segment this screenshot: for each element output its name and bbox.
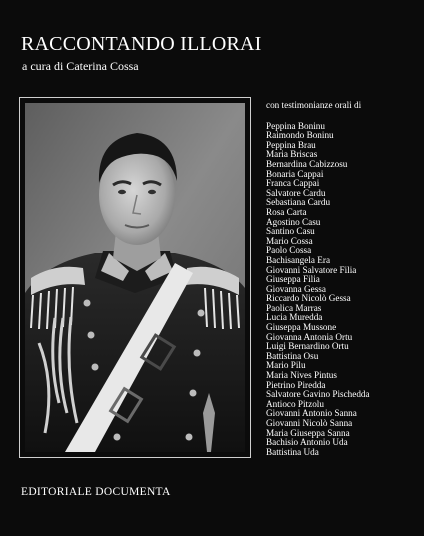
list-item: Mario Cossa (266, 235, 313, 246)
portrait-photo (25, 103, 245, 452)
list-item: Agostino Casu (266, 216, 321, 227)
list-item: Salvatore Cardu (266, 187, 326, 198)
list-item: Giovanna Gessa (266, 283, 326, 294)
testimonies-heading: con testimonianze orali di (266, 100, 362, 110)
editor-credit: a cura di Caterina Cossa (22, 59, 139, 73)
list-item: Riccardo Nicolò Gessa (266, 293, 351, 304)
list-item: Maria Giuseppa Sanna (266, 427, 350, 438)
publisher-name: EDITORIALE DOCUMENTA (21, 486, 171, 498)
list-item: Giuseppa Filia (266, 274, 320, 285)
list-item: Bonaria Cappai (266, 168, 324, 179)
list-item: Paolica Marras (266, 302, 322, 313)
list-item: Rosa Carta (266, 206, 307, 217)
list-item: Bachisio Antonio Uda (266, 437, 348, 448)
list-item: Franca Cappai (266, 178, 320, 189)
list-item: Battistina Uda (266, 446, 319, 457)
list-item: Santino Casu (266, 226, 315, 237)
list-item: Luigi Bernardino Ortu (266, 341, 349, 352)
book-title: RACCONTANDO ILLORAI (21, 33, 262, 55)
contributor-list (266, 122, 370, 458)
list-item: Giuseppa Mussone (266, 322, 337, 333)
list-item: Raimondo Boninu (266, 130, 334, 141)
list-item: Peppina Brau (266, 139, 316, 150)
list-item: Peppina Boninu (266, 120, 325, 131)
list-item: Lucia Muredda (266, 312, 323, 323)
list-item: Paolo Cossa (266, 245, 312, 256)
list-item: Bachisangela Era (266, 254, 331, 265)
list-item: Sebastiana Cardu (266, 197, 331, 208)
list-item: Giovanna Antonia Ortu (266, 331, 353, 342)
cover-photo-frame (19, 97, 251, 458)
list-item: Giovanni Salvatore Filia (266, 264, 357, 275)
list-item: Giovanni Antonio Sanna (266, 408, 357, 419)
list-item: Mario Pilu (266, 360, 306, 371)
list-item: Pietrino Piredda (266, 379, 326, 390)
list-item: Bernardina Cabizzosu (266, 158, 348, 169)
list-item: Maria Briscas (266, 149, 318, 160)
oral-testimonies-section (266, 101, 370, 457)
list-item: Battistina Osu (266, 350, 319, 361)
list-item: Giovanni Nicolò Sanna (266, 418, 353, 428)
list-item: Salvatore Gavino Pischedda (266, 389, 370, 400)
list-item: Antioco Pitzolu (266, 398, 324, 409)
list-item: Maria Nives Pintus (266, 370, 337, 381)
